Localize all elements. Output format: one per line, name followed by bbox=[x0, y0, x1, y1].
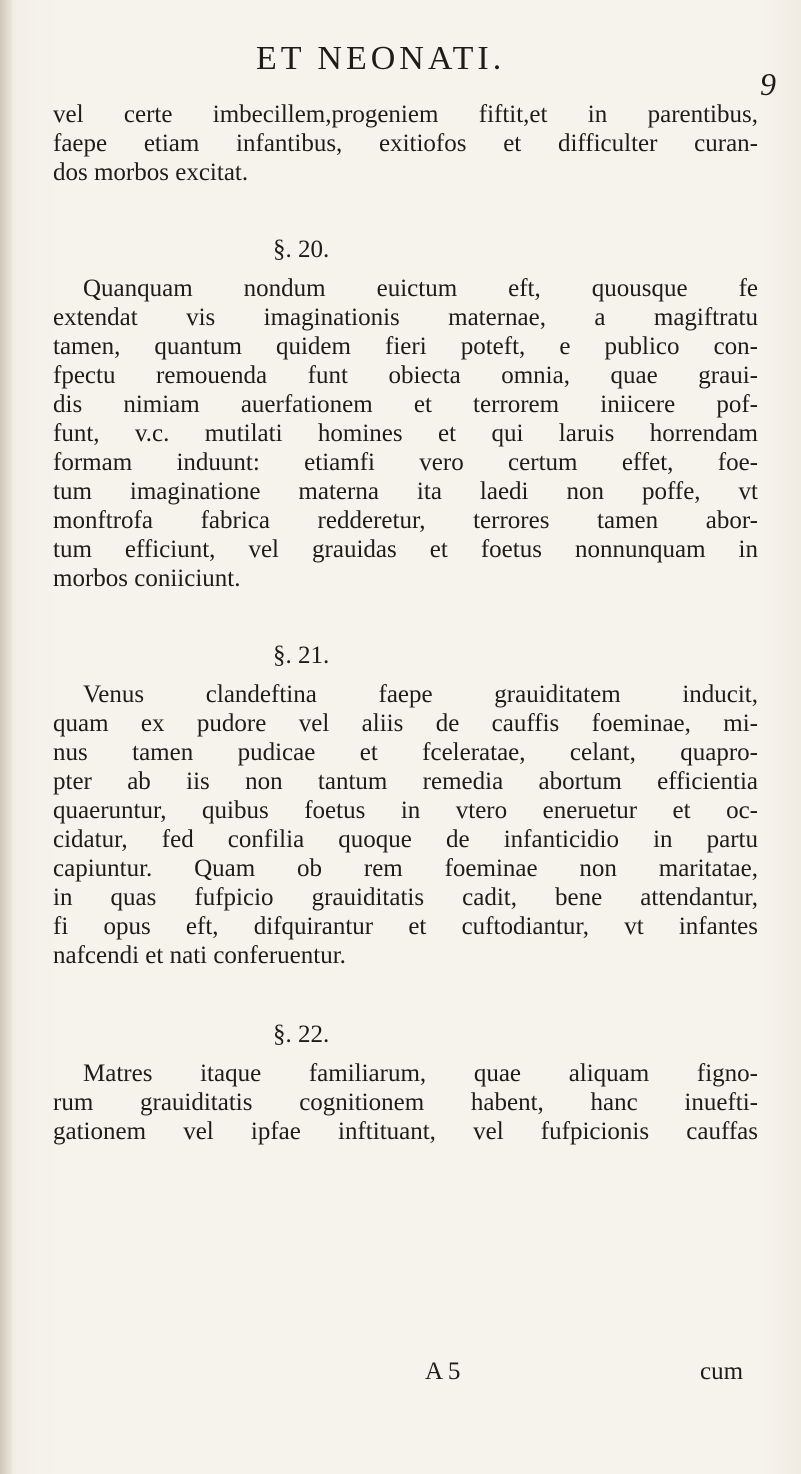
text-line: capiuntur. Quam ob rem foeminae non maritatae, bbox=[53, 855, 758, 882]
running-head: ET NEONATI. bbox=[256, 40, 506, 77]
page-header bbox=[0, 40, 801, 102]
text-line: gationem vel ipfae inftituant, vel fufpicionis cauffas bbox=[53, 1118, 758, 1145]
text-line: tum imaginatione materna ita laedi non poffe, vt bbox=[53, 478, 758, 505]
text-line: Venus clandeftina faepe grauiditatem inducit, bbox=[83, 681, 758, 708]
text-line: tamen, quantum quidem fieri poteft, e publico con- bbox=[53, 333, 758, 360]
section-heading-21: §. 21. bbox=[273, 642, 330, 669]
text-line: nafcendi et nati conferuentur. bbox=[53, 942, 346, 969]
text-line: Quanquam nondum euictum eft, quousque fe bbox=[83, 275, 758, 302]
text-line: quam ex pudore vel aliis de cauffis foeminae, mi- bbox=[53, 710, 758, 737]
text-line: faepe etiam infantibus, exitiofos et difficulter curan- bbox=[53, 130, 758, 157]
text-line: formam induunt: etiamfi vero certum effet, foe- bbox=[53, 449, 758, 476]
text-line: nus tamen pudicae et fceleratae, celant, quapro- bbox=[53, 739, 758, 766]
text-line: dos morbos excitat. bbox=[53, 159, 249, 186]
text-line: vel certe imbecillem,progeniem fiftit,et in parentibus, bbox=[53, 101, 758, 128]
text-line: extendat vis imaginationis maternae, a magiftratu bbox=[53, 304, 758, 331]
section-heading-20: §. 20. bbox=[273, 236, 330, 263]
binding-edge bbox=[0, 0, 12, 1474]
text-line: monftrofa fabrica redderetur, terrores tamen abor- bbox=[53, 507, 758, 534]
signature-mark: A 5 bbox=[425, 1358, 461, 1385]
page-number: 9 bbox=[760, 66, 776, 102]
main-text bbox=[53, 100, 758, 1146]
text-line: tum efficiunt, vel grauidas et foetus nonnunquam in bbox=[53, 536, 758, 563]
text-line: rum grauiditatis cognitionem habent, hanc inuefti- bbox=[53, 1089, 758, 1116]
text-line: fpectu remouenda funt obiecta omnia, quae graui- bbox=[53, 362, 758, 389]
section-heading-22: §. 22. bbox=[273, 1021, 330, 1048]
text-line: Matres itaque familiarum, quae aliquam figno- bbox=[83, 1060, 758, 1087]
text-line: morbos coniiciunt. bbox=[53, 565, 241, 592]
text-line: fi opus eft, difquirantur et cuftodiantur, vt infantes bbox=[53, 913, 758, 940]
text-line: dis nimiam auerfationem et terrorem iniicere pof- bbox=[53, 391, 758, 418]
text-line: cidatur, fed confilia quoque de infanticidio in partu bbox=[53, 826, 758, 853]
page-footer bbox=[0, 1358, 801, 1390]
text-line: in quas fufpicio grauiditatis cadit, bene attendantur, bbox=[53, 884, 758, 911]
text-line: funt, v.c. mutilati homines et qui laruis horrendam bbox=[53, 420, 758, 447]
catchword: cum bbox=[700, 1358, 744, 1385]
text-line: pter ab iis non tantum remedia abortum efficientia bbox=[53, 768, 758, 795]
text-line: quaeruntur, quibus foetus in vtero eneruetur et oc- bbox=[53, 797, 758, 824]
